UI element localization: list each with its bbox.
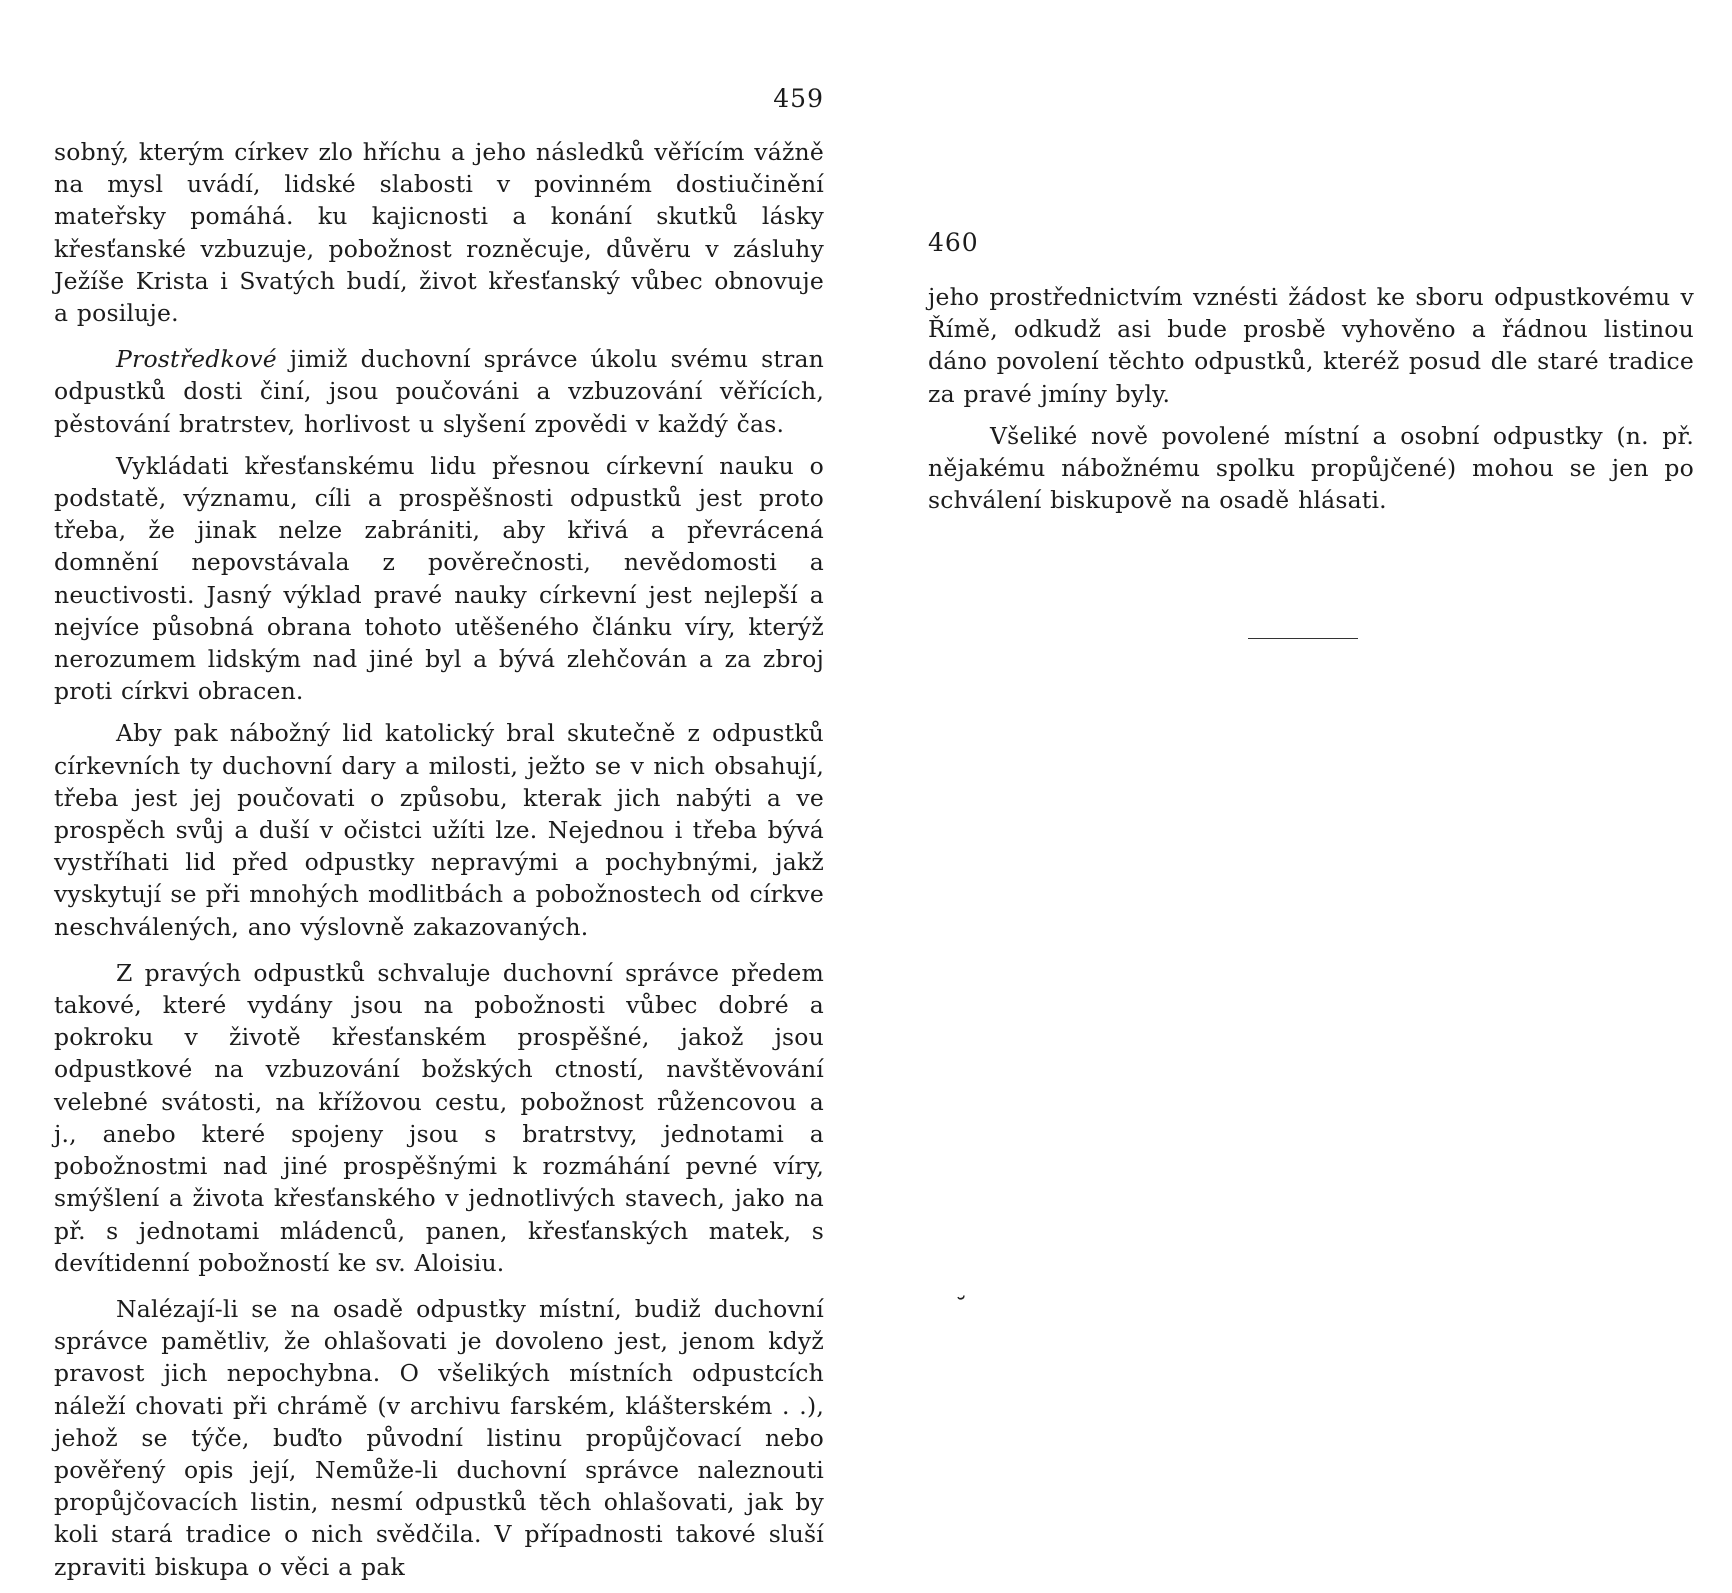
page-number-459: 459 [773, 84, 824, 113]
left-page-body [54, 136, 824, 1593]
left-page [54, 0, 824, 1581]
section-end-rule [1248, 638, 1358, 639]
paragraph-aby-pak: Aby pak nábožný lid katolický bral skutečně z odpustků církevních ty duchovní dary a milosti, ježto se v nich obsahují, třeba jest jej poučovati o způsobu, kterak jich nabýti a ve prospěch svůj a duší v očistci užíti lze. Nejednou i třeba bývá vystříhati lid před odpustky nepravými a pochybnými, jakž vyskytují se při mnohých modlitbách a pobožnostech od církve neschválených, ano výslovně zakazovaných. [54, 719, 824, 941]
paragraph-veselike: Všeliké nově povolené místní a osobní odpustky (n. př. nějakému nábožnému spolku propůjčené) mohou se jen po schválení biskupově na osadě hlásati. [928, 421, 1694, 515]
paragraph-nalezaji-li: Nalézají-li se na osadě odpustky místní, budiž duchovní správce pamětliv, že ohlašovati je dovoleno jest, jenom když pravost jich nepochybna. O všelikých místních odpustcích náleží chovati při chrámě (v archivu farském, klášterském . .), jehož se týče, buďto původní listinu propůjčovací nebo pověřený opis její, Nemůže-li duchovní správce naleznouti propůjčovacích listin, nesmí odpustků těch ohlašovati, jak by koli stará tradice o nich svědčila. V případnosti takové sluší zpraviti biskupa o věci a pak [54, 1294, 824, 1581]
paragraph-prostredkove [54, 343, 824, 440]
right-page [928, 0, 1694, 1500]
paragraph-jeho-prostrednictvim: jeho prostřednictvím vznésti žádost ke sboru odpustkovému v Římě, odkudž asi bude prosbě vyhověno a řádnou listinou dáno povolení těchto odpustků, kteréž posud dle staré tradice za pravé jmíny byly. [928, 283, 1694, 408]
italic-lead-term: Prostředkové [116, 345, 277, 374]
stray-ink-mark: ˘ [954, 1292, 973, 1320]
paragraph-vykladati: Vykládati křesťanskému lidu přesnou církevní nauku o podstatě, významu, cíli a prospěšnosti odpustků jest proto třeba, že jinak nelze zabrániti, aby křivá a převrácená domnění nepovstávala z pověrečnosti, nevědomosti a neuctivosti. Jasný výklad pravé nauky církevní jest nejlepší a nejvíce působná obrana tohoto utěšeného článku víry, kterýž nerozumem lidským nad jiné byl a bývá zlehčován a za zbroj proti církvi obracen. [54, 451, 824, 706]
paragraph-continuation: sobný, kterým církev zlo hříchu a jeho následků věřícím vážně na mysl uvádí, lidské slabosti v povinném dostiučinění mateřsky pomáhá. ku kajicnosti a konání skutků lásky křesťanské vzbuzuje, pobožnost rozněcuje, důvěru v zásluhy Ježíše Krista i Svatých budí, život křesťanský vůbec obnovuje a posiluje. [54, 138, 824, 328]
right-page-body [928, 281, 1694, 526]
page-number-460: 460 [928, 228, 979, 257]
paragraph-text: jimiž duchovní správce úkolu svému stran odpustků dosti činí, jsou poučováni a vzbuzování věřících, pěstování bratrstev, horlivost u slyšení zpovědi v každý čas. [54, 345, 824, 438]
paragraph-z-pravych: Z pravých odpustků schvaluje duchovní správce předem takové, které vydány jsou na pobožnosti vůbec dobré a pokroku v životě křesťanském prospěšné, jakož jsou odpustkové na vzbuzování božských ctností, navštěvování velebné svátosti, na křížovou cestu, pobožnost růžencovou a j., anebo které spojeny jsou s bratrstvy, jednotami a pobožnostmi nad jiné prospěšnými k rozmáhání pevné víry, smýšlení a života křesťanského v jednotlivých stavech, jako na př. s jednotami mládenců, panen, křesťanských matek, s devítidenní pobožností ke sv. Aloisiu. [54, 958, 824, 1277]
